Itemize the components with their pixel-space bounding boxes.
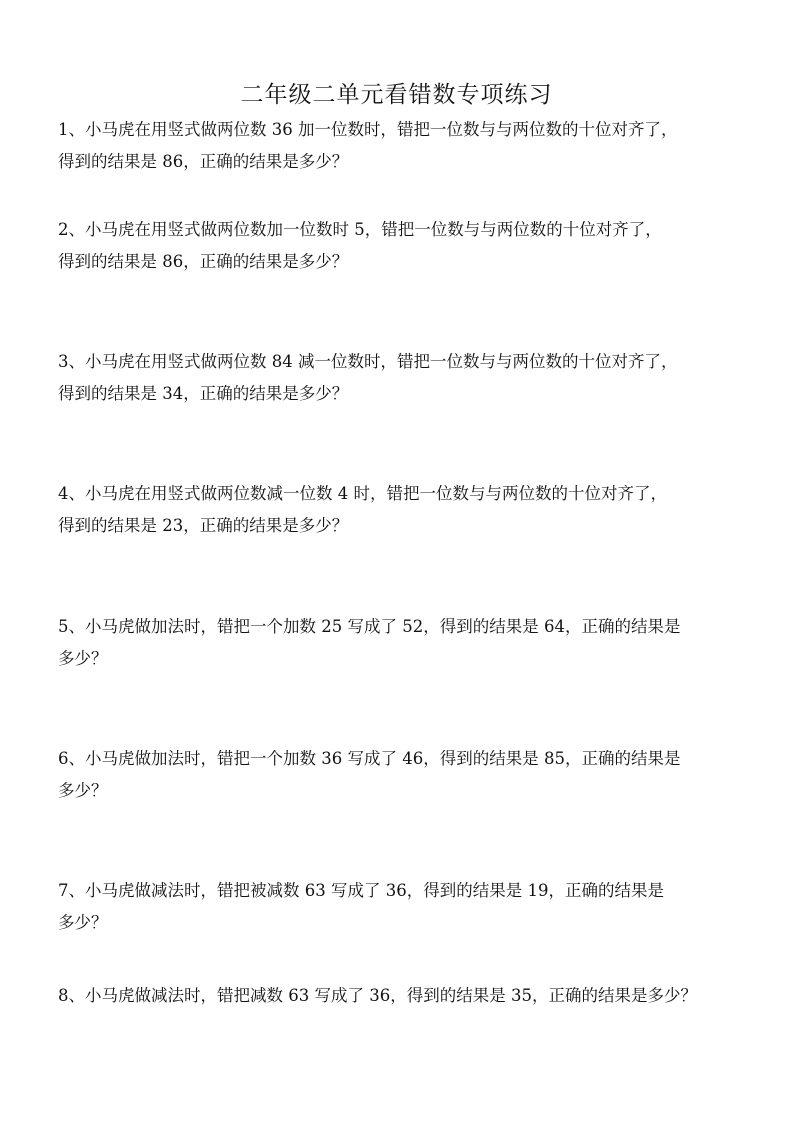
question-7-line-1: 7、小马虎做减法时，错把被减数 63 写成了 36，得到的结果是 19，正确的结果是 — [58, 881, 664, 900]
question-5 — [58, 611, 748, 675]
question-2-line-2: 得到的结果是 86，正确的结果是多少？ — [58, 252, 349, 271]
question-1-line-1: 1、小马虎在用竖式做两位数 36 加一位数时，错把一位数与与两位数的十位对齐了， — [58, 120, 678, 139]
question-8 — [58, 980, 748, 1012]
question-7-line-2: 多少？ — [58, 913, 108, 932]
question-3-line-2: 得到的结果是 34，正确的结果是多少？ — [58, 384, 349, 403]
question-6-line-1: 6、小马虎做加法时，错把一个加数 36 写成了 46，得到的结果是 85，正确的结果是 — [58, 749, 681, 768]
question-5-line-2: 多少？ — [58, 649, 108, 668]
question-2 — [58, 214, 748, 278]
question-6 — [58, 743, 748, 807]
question-6-line-2: 多少？ — [58, 781, 108, 800]
question-4 — [58, 478, 748, 542]
question-1-line-2: 得到的结果是 86，正确的结果是多少？ — [58, 152, 349, 171]
page-title: 二年级二单元看错数专项练习 — [240, 82, 553, 108]
question-4-line-2: 得到的结果是 23，正确的结果是多少？ — [58, 516, 349, 535]
question-2-line-1: 2、小马虎在用竖式做两位数加一位数时 5，错把一位数与与两位数的十位对齐了， — [58, 220, 662, 239]
question-3-line-1: 3、小马虎在用竖式做两位数 84 减一位数时，错把一位数与与两位数的十位对齐了， — [58, 352, 678, 371]
question-8-line-1: 8、小马虎做减法时，错把减数 63 写成了 36，得到的结果是 35，正确的结果是多少？ — [58, 986, 697, 1005]
question-5-line-1: 5、小马虎做加法时，错把一个加数 25 写成了 52，得到的结果是 64，正确的结果是 — [58, 617, 681, 636]
question-7 — [58, 875, 748, 939]
question-1 — [58, 114, 748, 178]
question-4-line-1: 4、小马虎在用竖式做两位数减一位数 4 时，错把一位数与与两位数的十位对齐了， — [58, 484, 667, 503]
question-3 — [58, 346, 748, 410]
